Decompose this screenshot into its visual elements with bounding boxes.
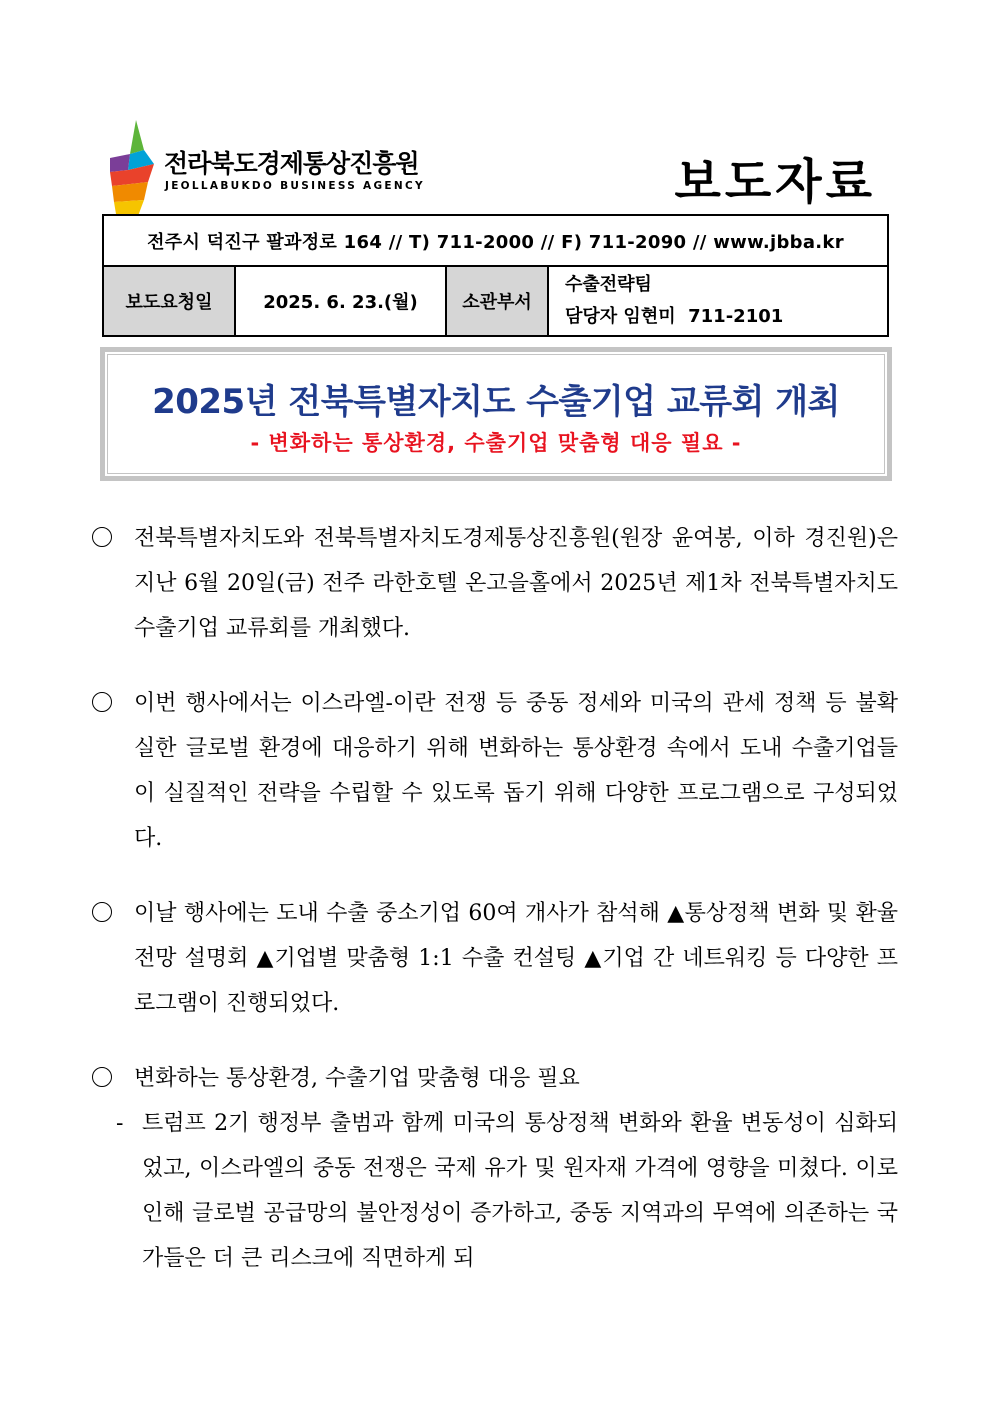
bullet-circle-icon [92,692,112,712]
dept-label: 소관부서 [446,266,548,336]
doc-type-title: 보도자료 [674,154,876,210]
article-sub-paragraph: - 트럼프 2기 행정부 출범과 함께 미국의 통상정책 변화와 환율 변동성이 심화되었고, 이스라엘의 중동 전쟁은 국제 유가 및 원자재 가격에 영향을 미쳤다. 이로 인해 글로벌 공급망의 불안정성이 증가하고, 중동 지역과의 무역에 의존하는 국가들은 더 큰 리스크에 직면하게 되 [92,1101,898,1281]
article-paragraph: 전북특별자치도와 전북특별자치도경제통상진흥원(원장 윤여봉, 이하 경진원)은 지난 6월 20일(금) 전주 라한호텔 온고을홀에서 2025년 제1차 전북특별자치도 수출기업 교류회를 개최했다. [92,516,898,651]
bullet-dash: - [116,1111,124,1136]
org-logo-mark-icon [108,120,156,216]
org-name-ko: 전라북도경제통상진흥원 [164,149,419,178]
bullet-circle-icon [92,1067,112,1087]
org-logo [108,120,428,216]
press-info-table [102,214,889,337]
headline-title: 2025년 전북특별자치도 수출기업 교류회 개최 [152,382,840,422]
contact-person: 담당자 임현미 711-2101 [565,306,784,327]
headline-box [100,347,892,481]
request-date: 2025. 6. 23.(월) [235,266,446,336]
dept-name: 수출전략팀 [565,274,652,295]
bullet-circle-icon [92,527,112,547]
dept-contact-cell [548,266,888,336]
headline-subtitle: - 변화하는 통상환경, 수출기업 맞춤형 대응 필요 - [250,431,742,455]
contact-address: 전주시 덕진구 팔과정로 164 // T) 711-2000 // F) 711-2090 // www.jbba.kr [103,215,888,266]
org-name-en: JEOLLABUKDO BUSINESS AGENCY [165,180,425,192]
article-section-heading: 변화하는 통상환경, 수출기업 맞춤형 대응 필요 [92,1056,898,1101]
article-body [92,516,898,1281]
bullet-circle-icon [92,902,112,922]
article-paragraph: 이날 행사에는 도내 수출 중소기업 60여 개사가 참석해 ▲통상정책 변화 및 환율 전망 설명회 ▲기업별 맞춤형 1:1 수출 컨설팅 ▲기업 간 네트워킹 등 다양한 프로그램이 진행되었다. [92,891,898,1026]
request-date-label: 보도요청일 [103,266,235,336]
article-paragraph: 이번 행사에서는 이스라엘-이란 전쟁 등 중동 정세와 미국의 관세 정책 등 불확실한 글로벌 환경에 대응하기 위해 변화하는 통상환경 속에서 도내 수출기업들이 실질적인 전략을 수립할 수 있도록 돕기 위해 다양한 프로그램으로 구성되었다. [92,681,898,861]
